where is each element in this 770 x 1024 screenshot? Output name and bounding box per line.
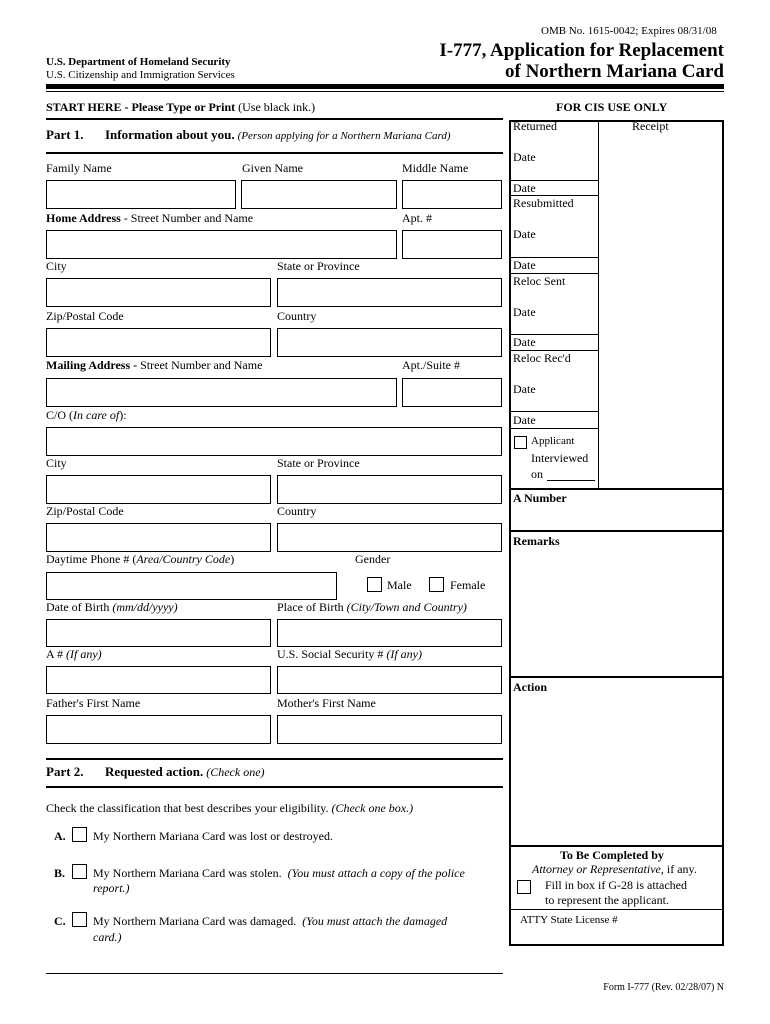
cis-reloc-recd: Reloc Rec'd bbox=[513, 351, 571, 365]
cis-date-1: Date bbox=[513, 150, 536, 164]
cis-to-be-completed: To Be Completed by bbox=[560, 848, 664, 862]
care-of-label: C/O (In care of): bbox=[46, 408, 127, 422]
pob-label: Place of Birth (City/Town and Country) bbox=[277, 600, 467, 614]
cis-action: Action bbox=[513, 680, 547, 694]
care-of-field[interactable] bbox=[46, 427, 502, 456]
option-b-text-cont: report.) bbox=[93, 881, 130, 895]
cis-divider bbox=[598, 120, 599, 488]
apt-suite-field[interactable] bbox=[402, 378, 502, 407]
cis-remarks-rule bbox=[511, 530, 724, 532]
given-name-label: Given Name bbox=[242, 161, 303, 175]
apt-suite-label: Apt./Suite # bbox=[402, 358, 461, 372]
header-rule bbox=[46, 84, 724, 89]
cis-date-3: Date bbox=[513, 227, 536, 241]
zip2-label: Zip/Postal Code bbox=[46, 504, 124, 518]
zip-label: Zip/Postal Code bbox=[46, 309, 124, 323]
cis-interviewed: Interviewed bbox=[531, 451, 589, 465]
middle-name-field[interactable] bbox=[402, 180, 502, 209]
cis-attorney-rule bbox=[511, 845, 724, 847]
gender-label: Gender bbox=[355, 552, 391, 566]
cis-date-7: Date bbox=[513, 382, 536, 396]
father-name-label: Father's First Name bbox=[46, 696, 141, 710]
country2-field[interactable] bbox=[277, 523, 502, 552]
agency-name: U.S. Citizenship and Immigration Services bbox=[46, 69, 235, 81]
part1-bottom-rule bbox=[46, 152, 503, 154]
part1-top-rule bbox=[46, 118, 503, 120]
cis-represent: to represent the applicant. bbox=[545, 893, 669, 907]
cis-applicant: Applicant bbox=[531, 435, 575, 447]
country-field[interactable] bbox=[277, 328, 502, 357]
cis-returned: Returned bbox=[513, 119, 557, 133]
option-c-letter: C. bbox=[54, 914, 66, 928]
male-label: Male bbox=[387, 578, 412, 592]
city2-label: City bbox=[46, 456, 67, 470]
cis-date-2: Date bbox=[513, 181, 536, 195]
option-a-text: My Northern Mariana Card was lost or destroyed. bbox=[93, 829, 333, 843]
mother-name-label: Mother's First Name bbox=[277, 696, 376, 710]
part2-end-rule bbox=[46, 973, 503, 974]
part2-top-rule bbox=[46, 758, 503, 760]
omb-number: OMB No. 1615-0042; Expires 08/31/08 bbox=[541, 25, 717, 37]
cis-rule-8 bbox=[511, 428, 598, 429]
dob-field[interactable] bbox=[46, 619, 271, 647]
cis-a-number: A Number bbox=[513, 491, 567, 505]
cis-remarks: Remarks bbox=[513, 534, 560, 548]
pob-field[interactable] bbox=[277, 619, 502, 647]
cis-receipt: Receipt bbox=[632, 119, 669, 133]
cis-panel bbox=[509, 120, 724, 946]
cis-anumber-rule bbox=[511, 488, 724, 490]
department-name: U.S. Department of Homeland Security bbox=[46, 56, 231, 68]
part2-instruction: Check the classification that best describes your eligibility. (Check one box.) bbox=[46, 801, 414, 815]
given-name-field[interactable] bbox=[241, 180, 397, 209]
start-here: START HERE - Please Type or Print (Use black ink.) bbox=[46, 100, 316, 114]
cis-date-4: Date bbox=[513, 258, 536, 272]
cis-fill-in: Fill in box if G-28 is attached bbox=[545, 878, 687, 892]
apt-field[interactable] bbox=[402, 230, 502, 259]
option-c-checkbox[interactable] bbox=[72, 912, 87, 927]
cis-date-6: Date bbox=[513, 335, 536, 349]
option-c-text-cont: card.) bbox=[93, 930, 122, 944]
option-a-letter: A. bbox=[54, 829, 66, 843]
cis-on: on bbox=[531, 467, 543, 481]
option-c-text: My Northern Mariana Card was damaged. (You must attach the damaged bbox=[93, 914, 448, 928]
dob-label: Date of Birth (mm/dd/yyyy) bbox=[46, 600, 178, 614]
apt-label: Apt. # bbox=[402, 211, 432, 225]
ssn-field[interactable] bbox=[277, 666, 502, 694]
g28-checkbox[interactable] bbox=[517, 880, 531, 894]
cis-date-8: Date bbox=[513, 413, 536, 427]
option-b-checkbox[interactable] bbox=[72, 864, 87, 879]
cis-action-rule bbox=[511, 676, 724, 678]
phone-field[interactable] bbox=[46, 572, 337, 600]
home-address-label: Home Address - Street Number and Name bbox=[46, 211, 254, 225]
mailing-address-label: Mailing Address - Street Number and Name bbox=[46, 358, 263, 372]
cis-attorney-line: Attorney or Representative, if any. bbox=[532, 862, 697, 876]
cis-interviewed-checkbox[interactable] bbox=[514, 436, 527, 449]
form-id: Form I-777 (Rev. 02/28/07) N bbox=[603, 982, 724, 993]
cis-atty-license: ATTY State License # bbox=[520, 914, 618, 926]
state2-field[interactable] bbox=[277, 475, 502, 504]
country2-label: Country bbox=[277, 504, 317, 518]
cis-on-line bbox=[547, 480, 595, 481]
cis-license-rule bbox=[511, 909, 724, 910]
state-label: State or Province bbox=[277, 259, 360, 273]
cis-rule-7 bbox=[511, 411, 598, 412]
mother-name-field[interactable] bbox=[277, 715, 502, 744]
ssn-label: U.S. Social Security # (If any) bbox=[277, 647, 422, 661]
zip-field[interactable] bbox=[46, 328, 271, 357]
a-number-field[interactable] bbox=[46, 666, 271, 694]
female-label: Female bbox=[450, 578, 486, 592]
zip2-field[interactable] bbox=[46, 523, 271, 552]
phone-label: Daytime Phone # (Area/Country Code) bbox=[46, 552, 235, 566]
option-a-checkbox[interactable] bbox=[72, 827, 87, 842]
mailing-street-field[interactable] bbox=[46, 378, 397, 407]
part2-title: Requested action. (Check one) bbox=[105, 764, 265, 779]
home-street-field[interactable] bbox=[46, 230, 397, 259]
cis-date-5: Date bbox=[513, 305, 536, 319]
male-checkbox[interactable] bbox=[367, 577, 382, 592]
cis-use-heading: FOR CIS USE ONLY bbox=[556, 100, 668, 114]
part2-bottom-rule bbox=[46, 786, 503, 788]
father-name-field[interactable] bbox=[46, 715, 271, 744]
part1-label: Part 1. bbox=[46, 127, 84, 142]
family-name-field[interactable] bbox=[46, 180, 236, 209]
city-field[interactable] bbox=[46, 278, 271, 307]
family-name-label: Family Name bbox=[46, 161, 112, 175]
option-b-text: My Northern Mariana Card was stolen. (You must attach a copy of the police bbox=[93, 866, 465, 880]
city2-field[interactable] bbox=[46, 475, 271, 504]
state-field[interactable] bbox=[277, 278, 502, 307]
city-label: City bbox=[46, 259, 67, 273]
form-title-line1: I-777, Application for Replacement bbox=[439, 40, 724, 61]
middle-name-label: Middle Name bbox=[402, 161, 469, 175]
option-b-letter: B. bbox=[54, 866, 66, 880]
state2-label: State or Province bbox=[277, 456, 360, 470]
cis-reloc-sent: Reloc Sent bbox=[513, 274, 566, 288]
header-rule-thin bbox=[46, 91, 724, 92]
part2-label: Part 2. bbox=[46, 764, 84, 779]
country-label: Country bbox=[277, 309, 317, 323]
a-number-label: A # (If any) bbox=[46, 647, 102, 661]
female-checkbox[interactable] bbox=[429, 577, 444, 592]
cis-resubmitted: Resubmitted bbox=[513, 196, 574, 210]
form-title-line2: of Northern Mariana Card bbox=[505, 61, 724, 82]
part1-title: Information about you. (Person applying for a Northern Mariana Card) bbox=[105, 127, 451, 142]
